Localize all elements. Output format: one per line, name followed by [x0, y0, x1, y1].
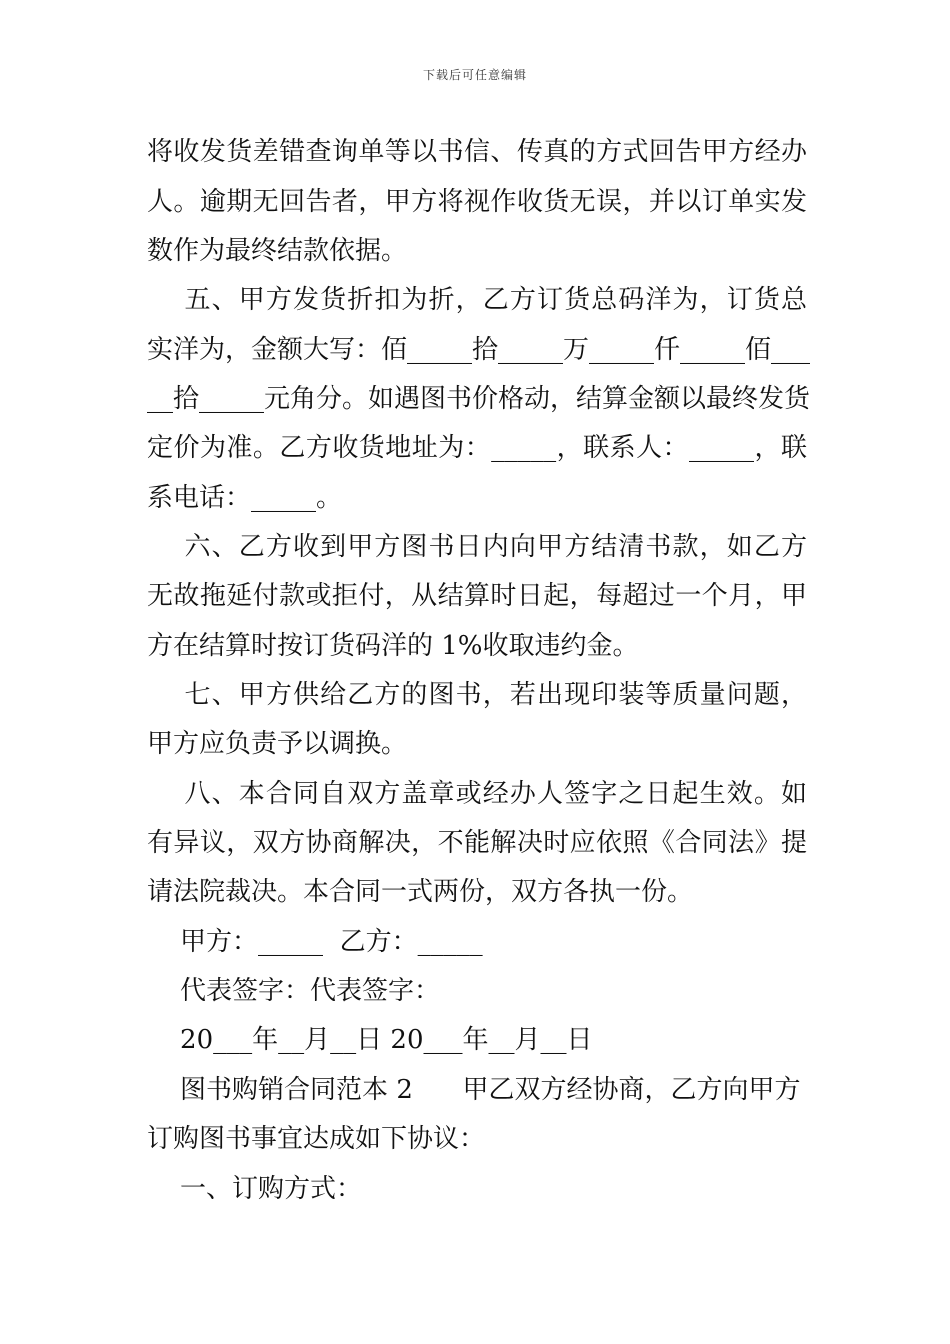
text-line: 将收发货差错查询单等以书信、传真的方式回告甲方经办	[147, 137, 807, 167]
text-line: 定价为准。乙方收货地址为：_____，联系人：_____，联	[147, 433, 807, 463]
header-note: 下载后可任意编辑	[422, 68, 527, 82]
text-line: 无故拖延付款或拒付，从结算时日起，每超过一个月，甲	[147, 581, 807, 611]
text-line: 系电话：_____。	[147, 483, 343, 513]
signature-date-line: 20___年__月__日 20___年__月__日	[147, 1025, 593, 1055]
text-line: 实洋为，金额大写：佰_____拾_____万_____仟_____佰___	[147, 335, 811, 365]
text-line: 甲方应负责予以调换。	[147, 729, 408, 759]
signature-parties-line: 甲方：_____ 乙方：_____	[147, 927, 483, 957]
text-line: 图书购销合同范本 2 甲乙双方经协商，乙方向甲方	[147, 1075, 801, 1105]
signature-representatives-line: 代表签字：代表签字：	[147, 976, 441, 1006]
text-line: 八、本合同自双方盖章或经办人签字之日起生效。如	[147, 779, 807, 809]
text-line: 请法院裁决。本合同一式两份，双方各执一份。	[147, 877, 694, 907]
text-line: 五、甲方发货折扣为折，乙方订货总码洋为，订货总	[147, 285, 807, 315]
text-line: 一、订购方式：	[147, 1174, 363, 1204]
text-line: 六、乙方收到甲方图书日内向甲方结清书款，如乙方	[147, 532, 807, 562]
text-line: 方在结算时按订货码洋的 1%收取违约金。	[147, 631, 639, 661]
text-line: 订购图书事宜达成如下协议：	[147, 1124, 486, 1154]
text-line: 有异议，双方协商解决，不能解决时应依照《合同法》提	[147, 828, 807, 858]
text-line: 七、甲方供给乙方的图书，若出现印装等质量问题，	[147, 680, 807, 710]
text-line: 人。逾期无回告者，甲方将视作收货无误，并以订单实发	[147, 187, 807, 217]
text-line: __拾_____元角分。如遇图书价格动，结算金额以最终发货	[147, 384, 811, 414]
text-line: 数作为最终结款依据。	[147, 236, 408, 266]
